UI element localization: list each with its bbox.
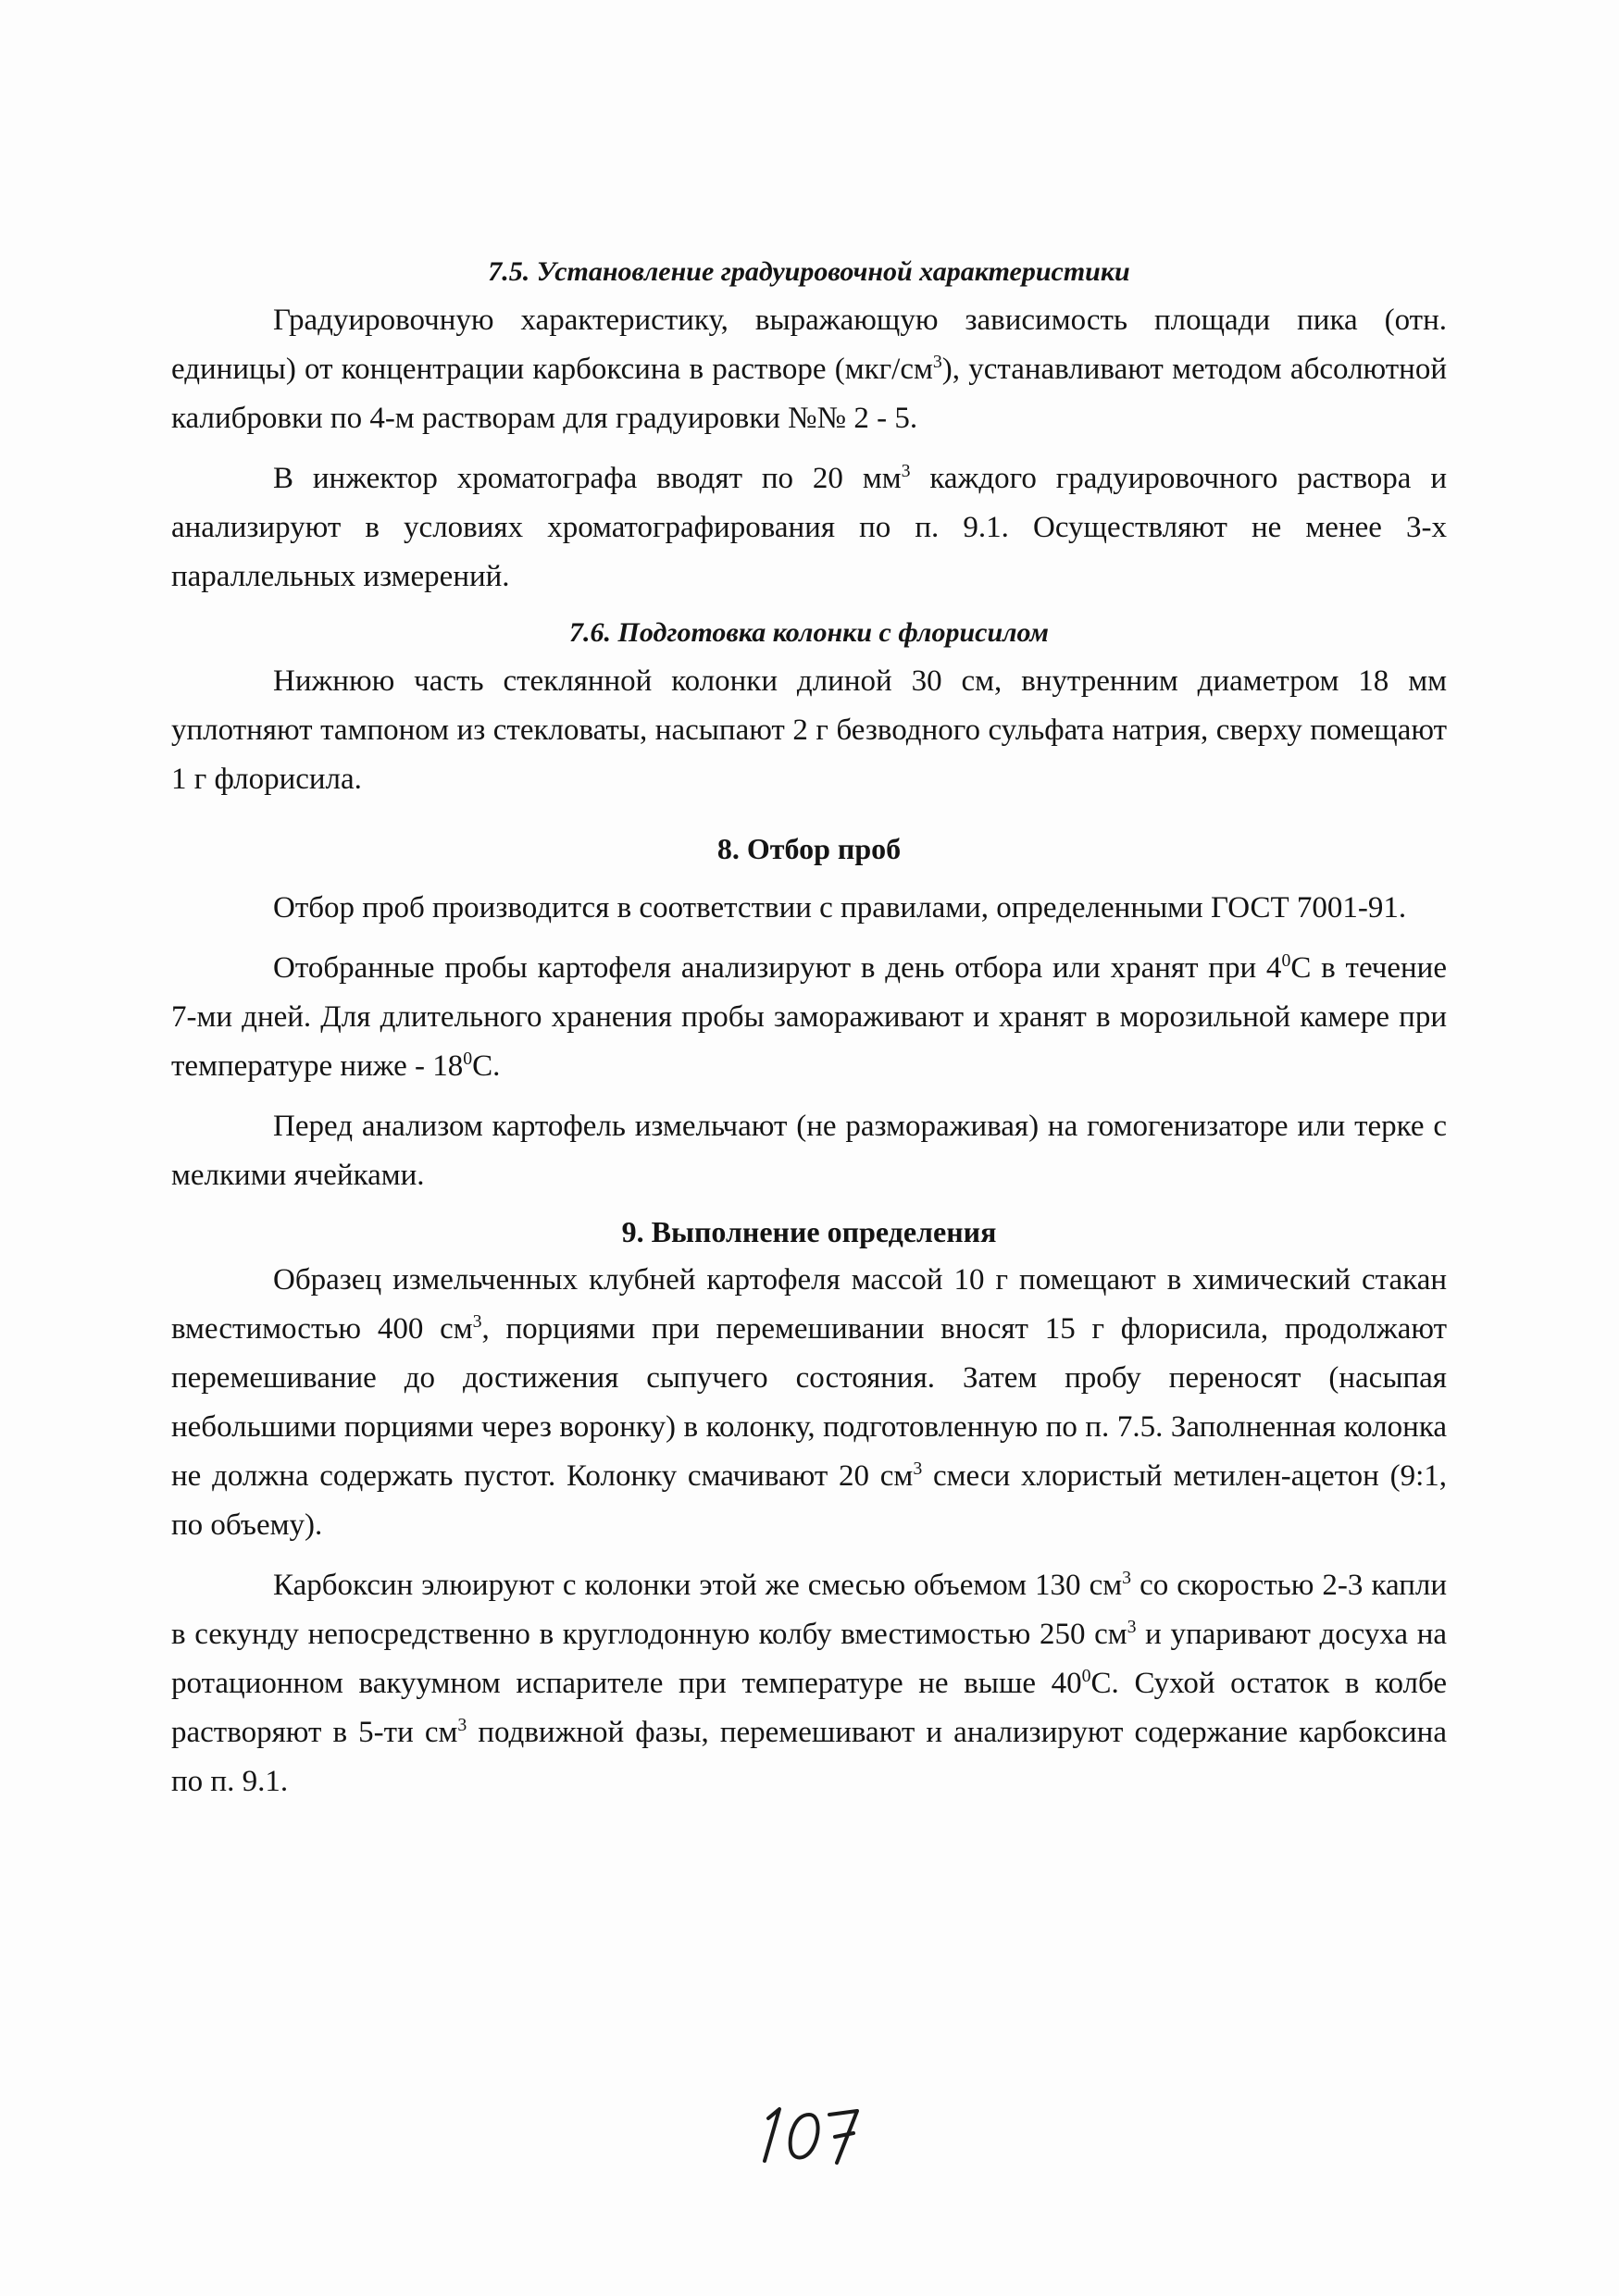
digit-one-stroke — [765, 2109, 779, 2161]
section-8-paragraph-1: Отбор проб производится в соответствии с правилами, определенными ГОСТ 7001-91. — [273, 891, 1407, 925]
text-fragment: каждого градуировочного раствора и анализируют в условиях хроматографирования по п. 9.1. Осуществляют не менее 3-х параллельных измерений. — [171, 462, 1448, 593]
handwritten-page-number — [741, 2096, 879, 2170]
section-9-paragraph-2 — [171, 1561, 1447, 1806]
section-7-6-paragraph-1: Нижнюю часть стеклянной колонки длиной 30 см, внутренним диаметром 18 мм уплотняют тампоном из стекловаты, насыпают 2 г безводного сульфата натрия, сверху помещают 1 г флорисила. — [171, 664, 1447, 796]
superscript: 0 — [463, 1049, 473, 1069]
document-body — [171, 248, 1447, 1806]
section-7-5-paragraph-2 — [171, 454, 1447, 602]
section-8-paragraph-2 — [171, 944, 1447, 1091]
digit-zero-stroke — [791, 2115, 818, 2158]
superscript: 0 — [1281, 950, 1291, 971]
text-fragment: смеси хлористый метилен-ацетон (9:1, по объему). — [171, 1459, 1447, 1542]
superscript: 3 — [1122, 1568, 1132, 1588]
superscript: 3 — [932, 352, 942, 372]
text-fragment: С. — [472, 1049, 501, 1083]
section-7-6-title: 7.6. Подготовка колонки с флорисилом — [569, 617, 1049, 648]
text-fragment: ), устанавливают методом абсолютной калибровки по 4-м растворам для градуировки №№ 2 - 5. — [171, 353, 1448, 435]
superscript: 3 — [472, 1311, 482, 1332]
superscript: 3 — [901, 461, 911, 481]
text-fragment: Отобранные пробы картофеля анализируют в день отбора или хранят при 4 — [273, 951, 1282, 985]
text-fragment: со скоростью 2-3 капли в секунду непосредственно в круглодонную колбу вместимостью 250 см — [171, 1569, 1447, 1651]
digit-seven-crossbar — [835, 2133, 853, 2137]
superscript: 3 — [457, 1715, 467, 1735]
superscript: 3 — [1127, 1617, 1137, 1637]
section-8-paragraph-3: Перед анализом картофель измельчают (не размораживая) на гомогенизаторе или терке с мелкими ячейками. — [171, 1110, 1447, 1192]
text-fragment: Образец измельченных клубней картофеля массой 10 г помещают в химический стакан вместимостью 400 см — [171, 1263, 1447, 1346]
section-7-5-paragraph-1 — [171, 296, 1447, 443]
section-7-5-title: 7.5. Установление градуировочной характеристики — [488, 256, 1130, 287]
text-fragment: и упаривают досуха на ротационном вакуумном испарителе при температуре не выше 40 — [171, 1618, 1447, 1700]
text-fragment: С. Сухой остаток в колбе растворяют в 5-ти см — [171, 1667, 1448, 1749]
superscript: 3 — [913, 1458, 923, 1479]
text-fragment: Карбоксин элюируют с колонки этой же смесью объемом 130 см — [273, 1569, 1123, 1602]
section-8-title: 8. Отбор проб — [716, 832, 902, 865]
text-fragment: , порциями при перемешивании вносят 15 г флорисила, продолжают перемешивание до достижения сыпучего состояния. Затем пробу переносят (насыпая небольшими порциями через воронку) в колонку, подготовленную по п. 7.5. Заполненная колонка не должна содержать пустот. Колонку смачивают 20 см — [171, 1312, 1447, 1493]
text-fragment: Градуировочную характеристику, выражающую зависимость площади пика (отн. единицы) от концентрации карбоксина в растворе (мкг/см — [171, 304, 1447, 386]
text-fragment: С в течение 7-ми дней. Для длительного хранения пробы замораживают и хранят в морозильной камере при температуре ниже - 18 — [171, 951, 1447, 1083]
superscript: 0 — [1081, 1666, 1091, 1686]
section-9-paragraph-1 — [171, 1256, 1447, 1550]
section-9-title: 9. Выполнение определения — [621, 1215, 997, 1248]
text-fragment: В инжектор хроматографа вводят по 20 мм — [273, 462, 902, 495]
text-fragment: подвижной фазы, перемешивают и анализируют содержание карбоксина по п. 9.1. — [171, 1716, 1447, 1798]
